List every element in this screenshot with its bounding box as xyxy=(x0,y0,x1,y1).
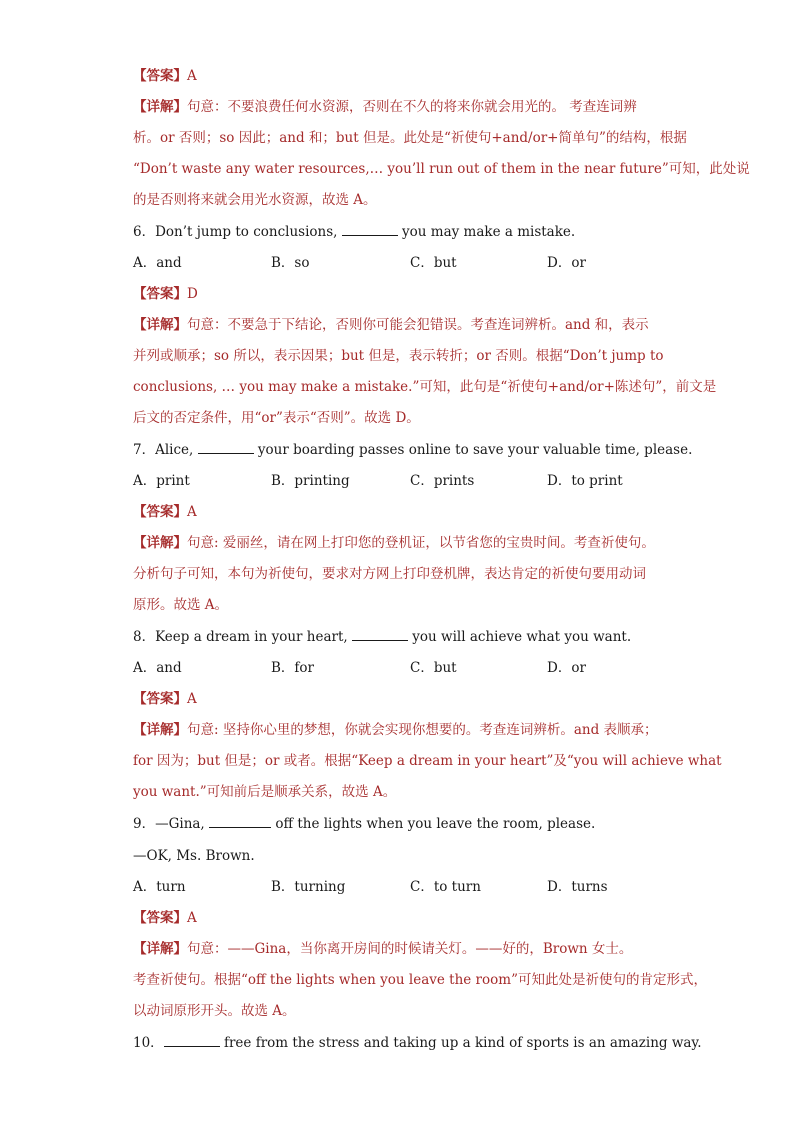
q5-detail-l1: 【详解】句意：不要浪费任何水资源，否则在不久的将来你就会用光的。 考查连词辨 xyxy=(133,99,637,115)
q9-stem-l2: —OK, Ms. Brown. xyxy=(133,848,255,864)
answer-blank xyxy=(209,815,271,828)
detail-tag: 【详解】 xyxy=(133,99,187,115)
detail-tag: 【详解】 xyxy=(133,317,187,333)
q7-option-d: D．to print xyxy=(547,473,623,489)
q6-detail-l2: 并列或顺承；so 所以，表示因果；but 但是，表示转折；or 否则。根据“Don’t jump to xyxy=(133,348,664,364)
answer-value: D xyxy=(187,286,198,302)
q7-option-c: C．prints xyxy=(410,473,475,489)
q10-stem: 10． free from the stress and taking up a kind of sports is an amazing way. xyxy=(133,1035,702,1051)
q7-answer-line xyxy=(133,502,197,522)
q9-option-b: B．turning xyxy=(271,879,346,895)
answer-tag: 【答案】 xyxy=(133,504,187,520)
answer-tag: 【答案】 xyxy=(133,68,187,84)
q6-detail-l1: 【详解】句意：不要急于下结论，否则你可能会犯错误。考查连词辨析。and 和，表示 xyxy=(133,317,649,333)
q5-detail-l3: “Don’t waste any water resources,… you’ll run out of them in the near future”可知，此处说 xyxy=(133,161,750,177)
q8-stem: 8．Keep a dream in your heart, you will achieve what you want. xyxy=(133,629,632,645)
q8-option-d: D．or xyxy=(547,660,586,676)
q8-detail-l2: for 因为；but 但是；or 或者。根据“Keep a dream in your heart”及“you will achieve what xyxy=(133,753,722,769)
q7-detail-l2: 分析句子可知，本句为祈使句，要求对方网上打印登机牌，表达肯定的祈使句要用动词 xyxy=(133,566,646,582)
answer-blank xyxy=(164,1034,220,1047)
q7-option-b: B．printing xyxy=(271,473,350,489)
q7-stem: 7．Alice, your boarding passes online to save your valuable time, please. xyxy=(133,442,693,458)
answer-tag: 【答案】 xyxy=(133,910,187,926)
q9-detail-l1: 【详解】句意：——Gina，当你离开房间的时候请关灯。——好的，Brown 女士。 xyxy=(133,941,633,957)
q8-answer-line xyxy=(133,689,197,709)
q6-stem: 6．Don’t jump to conclusions, you may make a mistake. xyxy=(133,224,576,240)
q9-answer-line xyxy=(133,908,197,928)
q5-detail-l2: 析。or 否则；so 因此；and 和；but 但是。此处是“祈使句+and/or+简单句”的结构，根据 xyxy=(133,130,687,146)
q6-option-d: D．or xyxy=(547,255,586,271)
answer-value: A xyxy=(187,691,197,707)
answer-blank xyxy=(352,628,408,641)
detail-tag: 【详解】 xyxy=(133,535,187,551)
q7-option-a: A．print xyxy=(133,473,190,489)
q9-stem: 9．—Gina, off the lights when you leave the room, please. xyxy=(133,816,596,832)
answer-blank xyxy=(342,223,398,236)
q8-option-a: A．and xyxy=(133,660,182,676)
q6-option-a: A．and xyxy=(133,255,182,271)
q5-detail-l4: 的是否则将来就会用光水资源，故选 A。 xyxy=(133,192,377,208)
answer-value: A xyxy=(187,910,197,926)
q8-detail-l3: you want.”可知前后是顺承关系，故选 A。 xyxy=(133,784,397,800)
q8-option-c: C．but xyxy=(410,660,457,676)
detail-tag: 【详解】 xyxy=(133,722,187,738)
q9-detail-l2: 考查祈使句。根据“off the lights when you leave the room”可知此处是祈使句的肯定形式， xyxy=(133,972,707,988)
q9-option-d: D．turns xyxy=(547,879,608,895)
q7-detail-l3: 原形。故选 A。 xyxy=(133,597,229,613)
answer-tag: 【答案】 xyxy=(133,691,187,707)
q6-answer-line xyxy=(133,284,198,304)
q9-option-c: C．to turn xyxy=(410,879,481,895)
answer-value: A xyxy=(187,68,197,84)
q6-option-b: B．so xyxy=(271,255,310,271)
answer-blank xyxy=(198,441,254,454)
q9-detail-l3: 以动词原形开头。故选 A。 xyxy=(133,1003,296,1019)
q6-detail-l4: 后文的否定条件，用“or”表示“否则”。故选 D。 xyxy=(133,410,420,426)
q5-answer-line xyxy=(133,66,197,86)
detail-tag: 【详解】 xyxy=(133,941,187,957)
q8-detail-l1: 【详解】句意: 坚持你心里的梦想，你就会实现你想要的。考查连词辨析。and 表顺承； xyxy=(133,722,658,738)
q6-detail-l3: conclusions, … you may make a mistake.”可知，此句是“祈使句+and/or+陈述句”，前文是 xyxy=(133,379,717,395)
q9-option-a: A．turn xyxy=(133,879,186,895)
q8-option-b: B．for xyxy=(271,660,314,676)
q7-detail-l1: 【详解】句意: 爱丽丝，请在网上打印您的登机证，以节省您的宝贵时间。考查祈使句。 xyxy=(133,535,655,551)
answer-tag: 【答案】 xyxy=(133,286,187,302)
q6-option-c: C．but xyxy=(410,255,457,271)
answer-value: A xyxy=(187,504,197,520)
